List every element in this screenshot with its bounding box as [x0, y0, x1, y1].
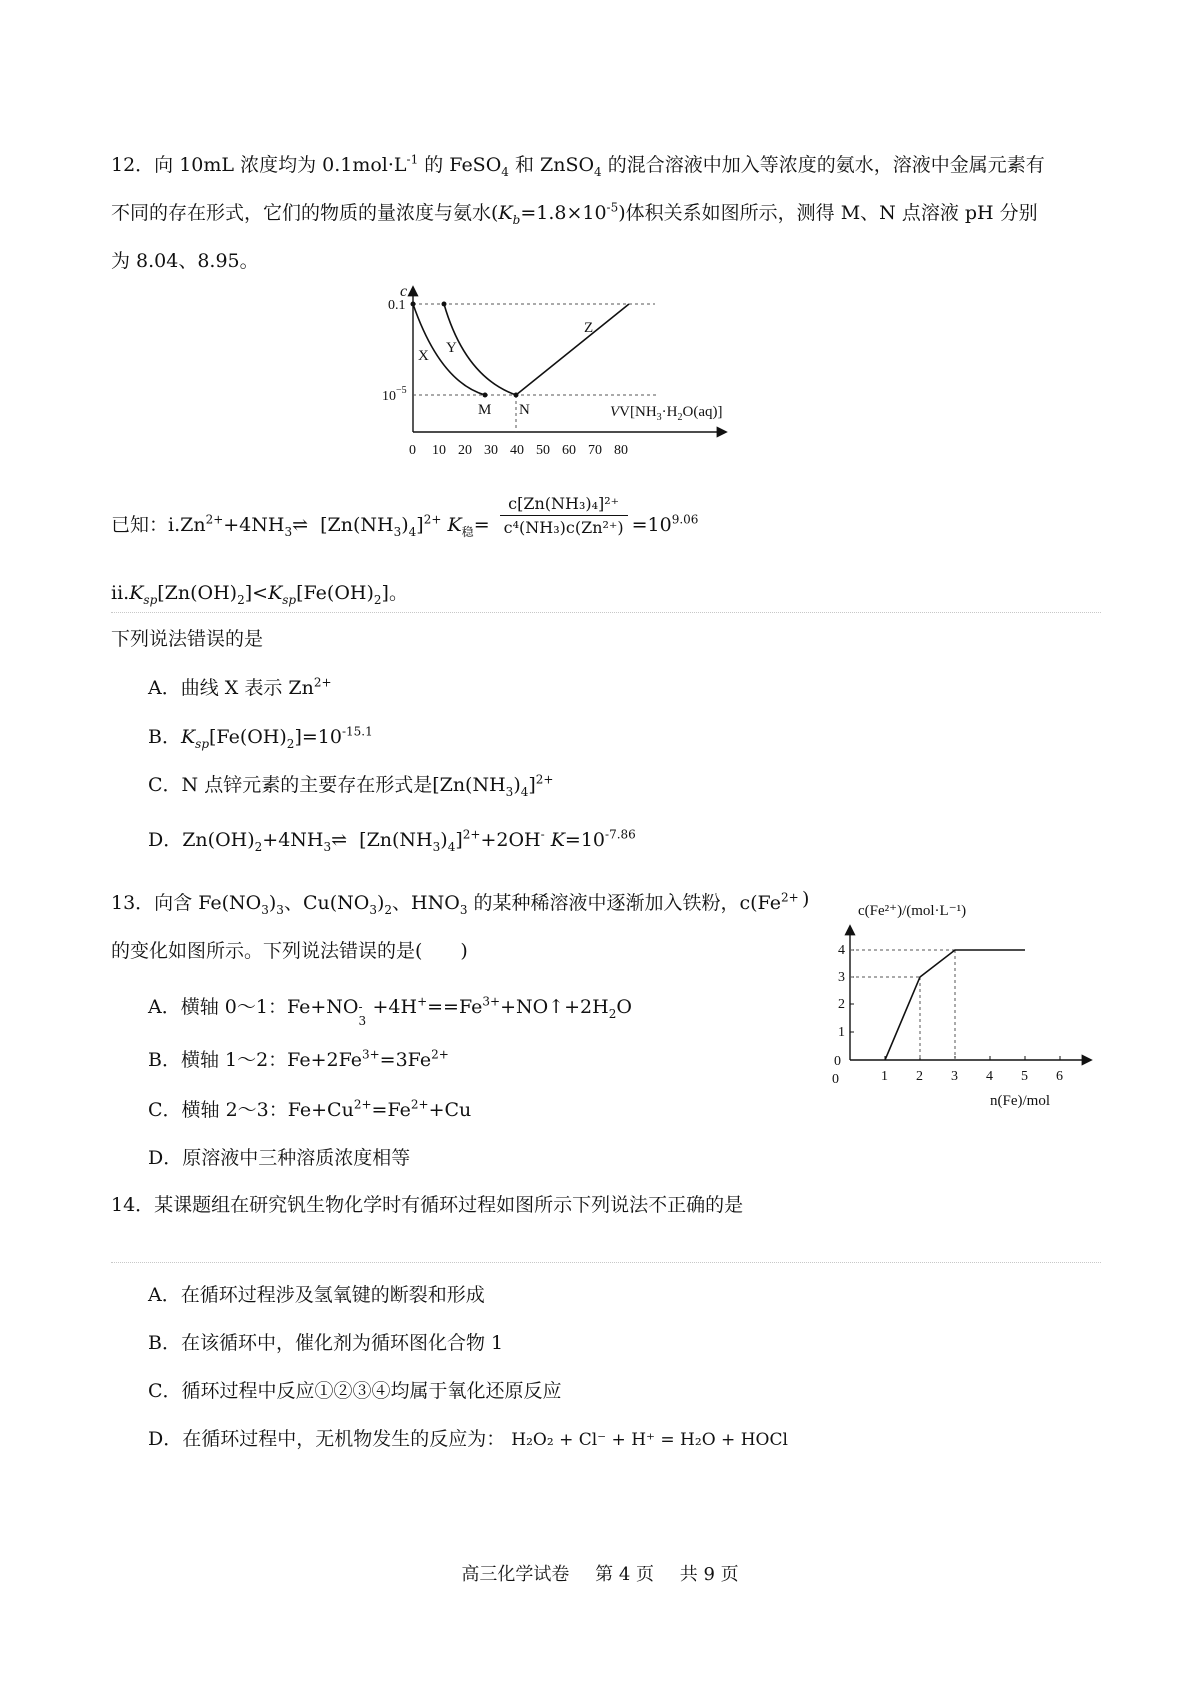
q13-line1: 13．向含 $Fe(NO_3)_3$、$Cu(NO_3)_2$、$HNO_3$ 的某种稀溶液中逐渐加入铁粉，$c(Fe^{2+}$: [111, 890, 799, 917]
q12-xtick: 0: [409, 443, 416, 458]
q12-label-z: Z: [584, 320, 594, 336]
q14-stem: 14．某课题组在研究钒生物化学时有循环过程如图所示下列说法不正确的是: [111, 1194, 744, 1216]
q12-k-fraction: [500, 494, 628, 537]
q12-point-n: [514, 393, 519, 398]
q12-xtick: 60: [562, 443, 576, 458]
footer-total: 共 9 页: [679, 1564, 739, 1585]
q13-line2: 的变化如图所示。下列说法错误的是( ): [111, 940, 468, 962]
q13-ytick: 0: [834, 1054, 841, 1069]
q12-x-axis-label: $VV[NH_3\cdot H_2O(aq)]$: [610, 404, 723, 423]
q13-xtick: 1: [881, 1069, 888, 1084]
q12-curve-z: [516, 304, 629, 395]
q13-ytick: 2: [838, 997, 845, 1012]
q13-ytick: 1: [838, 1025, 845, 1040]
q12-point-m: [483, 393, 488, 398]
q12-xtick: 30: [484, 443, 498, 458]
q14-option-d-equation: H₂O₂ + Cl⁻ + H⁺ = H₂O + HOCl: [511, 1430, 788, 1450]
q13-xtick: 2: [916, 1069, 923, 1084]
q13-y-axis-label: c(Fe²⁺)/(mol·L⁻¹): [858, 903, 967, 919]
q12-chart: [380, 282, 800, 482]
q13-ytick: 3: [838, 970, 845, 985]
q12-option-d[interactable]: D．$Zn(OH)_2+4NH_3\rightleftharpoons$ $[Zn(NH_3)_4]^{2+}+2OH^-$ $K=10^{-7.86}$: [148, 827, 636, 854]
q12-ytick-bottom: $10^{-5}$: [382, 385, 407, 404]
q12-xtick: 70: [588, 443, 602, 458]
q12-k-numerator: c[Zn(NH₃)₄]²⁺: [500, 494, 628, 516]
q12-xtick: 50: [536, 443, 550, 458]
q14-option-a[interactable]: A．在循环过程涉及氢氧键的断裂和形成: [148, 1284, 485, 1306]
q12-line1: 12．向 10mL 浓度均为 $0.1mol\cdot L^{-1}$ 的 FeSO$_4$ 和 ZnSO$_4$ 的混合溶液中加入等浓度的氨水，溶液中金属元素有: [111, 152, 1045, 179]
q14-option-d[interactable]: D．在循环过程中，无机物发生的反应为： H₂O₂ + Cl⁻ + H⁺ = H₂O + HOCl: [148, 1428, 788, 1450]
q12-y-axis-label: c: [400, 283, 408, 300]
q12-label-y: Y: [446, 340, 457, 356]
q13-origin: 0: [832, 1072, 839, 1087]
q13-xtick: 6: [1056, 1069, 1063, 1084]
q14-option-b[interactable]: B．在该循环中，催化剂为循环图化合物 1: [148, 1332, 504, 1354]
q12-point-y-start: [442, 302, 447, 307]
q12-line2: 不同的存在形式，它们的物质的量浓度与氨水$(K_b=1.8\times 10^{-5})$体积关系如图所示，测得 M、N 点溶液 pH 分别: [111, 200, 1038, 227]
page-footer: [0, 1560, 1200, 1586]
divider: [111, 1262, 1101, 1263]
q12-label-x: X: [418, 348, 429, 364]
q13-option-d[interactable]: D．原溶液中三种溶质浓度相等: [148, 1147, 411, 1169]
q12-xtick: 80: [614, 443, 628, 458]
q12-option-b[interactable]: B．$K_{sp}[Fe(OH)_2]=10^{-15.1}$: [148, 724, 373, 751]
divider: [111, 612, 1101, 613]
q12-xtick: 40: [510, 443, 524, 458]
q13-option-c[interactable]: C．横轴 2～3：$Fe+Cu^{2+}=Fe^{2+}+Cu$: [148, 1097, 472, 1121]
q13-xtick: 5: [1021, 1069, 1028, 1084]
q13-line1-close: ): [802, 888, 810, 910]
q13-x-axis-label: n(Fe)/mol: [990, 1093, 1050, 1109]
q13-option-b[interactable]: B．横轴 1～2：$Fe+2Fe^{3+}=3Fe^{2+}$: [148, 1047, 449, 1071]
q12-ytick-top: 0.1: [388, 298, 406, 313]
q13-chart: [820, 895, 1100, 1115]
q14-option-c[interactable]: C．循环过程中反应①②③④均属于氧化还原反应: [148, 1380, 562, 1402]
footer-page: 第 4 页: [595, 1564, 654, 1585]
q12-option-a[interactable]: A．曲线 X 表示 $Zn^{2+}$: [148, 675, 332, 699]
q12-xtick: 10: [432, 443, 446, 458]
q12-known-ii: $ii.K_{sp}[Zn(OH)_2]<K_{sp}[Fe(OH)_2]$。: [111, 582, 408, 607]
q12-k-denominator: c⁴(NH₃)c(Zn²⁺): [503, 517, 624, 537]
q12-line3: 为 8.04、8.95。: [111, 250, 259, 272]
q13-xtick: 4: [986, 1069, 993, 1084]
q12-xtick: 20: [458, 443, 472, 458]
q13-xtick: 3: [951, 1069, 958, 1084]
q13-ytick: 4: [838, 943, 845, 958]
footer-subject: 高三化学试卷: [461, 1564, 570, 1585]
q12-point-x-start: [411, 302, 416, 307]
q12-label-n: N: [519, 402, 530, 418]
q12-known-i: 已知：$i.Zn^{2+}+4NH_3\rightleftharpoons$ $[Zn(NH_3)_4]^{2+}$ $K_稳=$ $\frac{\text{c[Zn(NH₃)₄]²⁺}}{\text{c⁴(NH₃)c(Zn²⁺)}}$ $=10^{9.06}$: [111, 493, 699, 539]
q12-x-ticks: [409, 443, 628, 458]
q12-option-c[interactable]: C．N 点锌元素的主要存在形式是$[Zn(NH_3)_4]^{2+}$: [148, 772, 554, 799]
q12-question: 下列说法错误的是: [111, 628, 264, 650]
q12-label-m: M: [478, 402, 492, 418]
q13-option-a[interactable]: A．横轴 0～1：Fe+NO - 3 $+4H^+==Fe^{3+}+NO↑+2H_2O$: [148, 994, 632, 1028]
